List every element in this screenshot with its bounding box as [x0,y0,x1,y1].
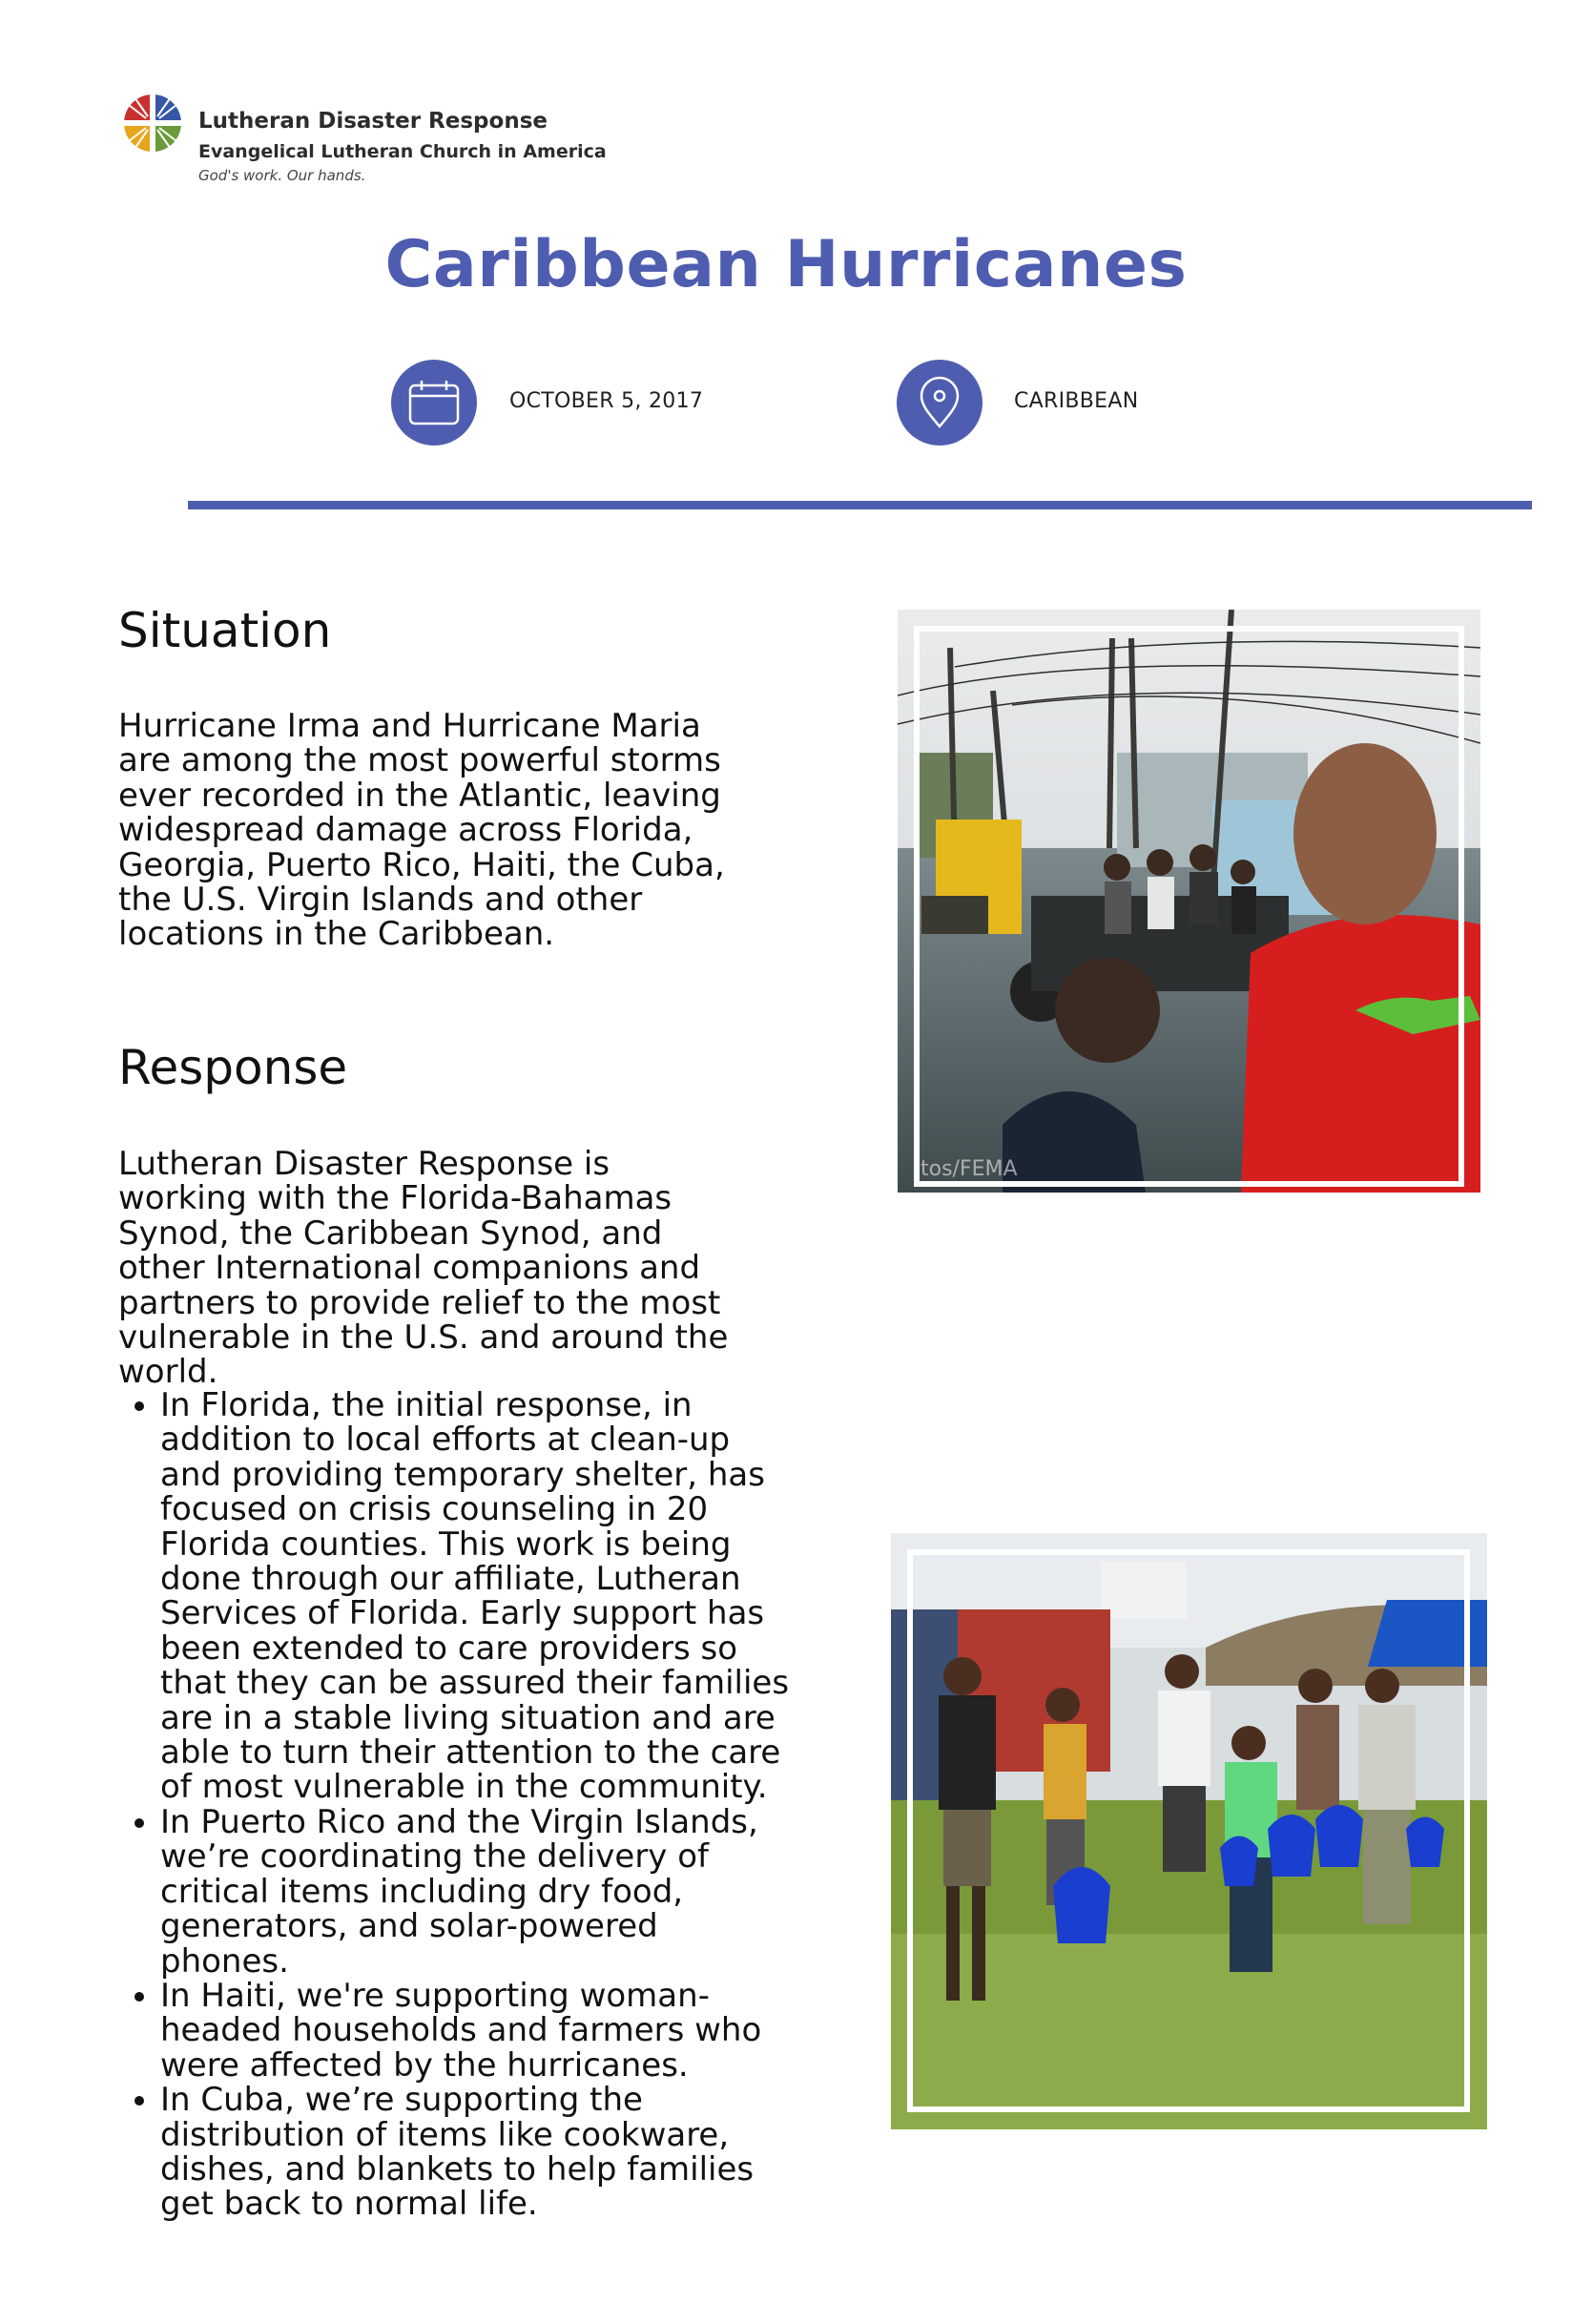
photo-frame [914,626,1464,1187]
list-item: • In Cuba, we’re supporting the distribution of items like cookware, dishes, and blankets to help families get back to normal life. [160,2083,790,2222]
church-name: Evangelical Lutheran Church in America [198,141,607,162]
situation-heading: Situation [118,603,332,658]
elca-cross-logo-icon [121,92,184,155]
response-list [118,1388,790,2222]
page-title: Caribbean Hurricanes [384,227,1188,302]
flood-photo [898,610,1480,1193]
photo-credit: tos/FEMA [920,1157,1018,1181]
header-divider [188,501,1532,509]
tagline: God's work. Our hands. [198,167,366,184]
situation-body: Hurricane Irma and Hurricane Maria are among the most powerful storms ever recorded in the Atlantic, leaving widespread damage across Florida, Georgia, Puerto Rico, Haiti, the Cuba, the U.S. Virgin Islands and other locations in the Caribbean. [118,707,725,954]
list-item: • In Puerto Rico and the Virgin Islands, we’re coordinating the delivery of critical items including dry food, generators, and solar-powered phones. [160,1805,790,1979]
event-location: CARIBBEAN [1014,389,1139,413]
relief-distribution-photo [891,1533,1487,2129]
list-item: • In Haiti, we're supporting woman-headed households and farmers who were affected by the hurricanes. [160,1979,790,2083]
response-intro: Lutheran Disaster Response is working with the Florida-Bahamas Synod, the Caribbean Synod, and other International companions and partners to provide relief to the most vulnerable in the U.S. and around the world. [118,1145,729,1392]
org-name: Lutheran Disaster Response [198,109,548,134]
map-pin-icon [897,360,982,446]
list-item: • In Florida, the initial response, in addition to local efforts at clean-up and providing temporary shelter, has focused on crisis counseling in 20 Florida counties. This work is being done through our affiliate, Lutheran Services of Florida. Early support has been extended to care providers so that they can be assured their families are in a stable living situation and are able to turn their attention to the care of most vulnerable in the community. [160,1388,790,1805]
response-heading: Response [118,1040,348,1095]
event-date: OCTOBER 5, 2017 [509,389,704,413]
calendar-icon [391,360,477,446]
photo-frame [907,1549,1470,2112]
